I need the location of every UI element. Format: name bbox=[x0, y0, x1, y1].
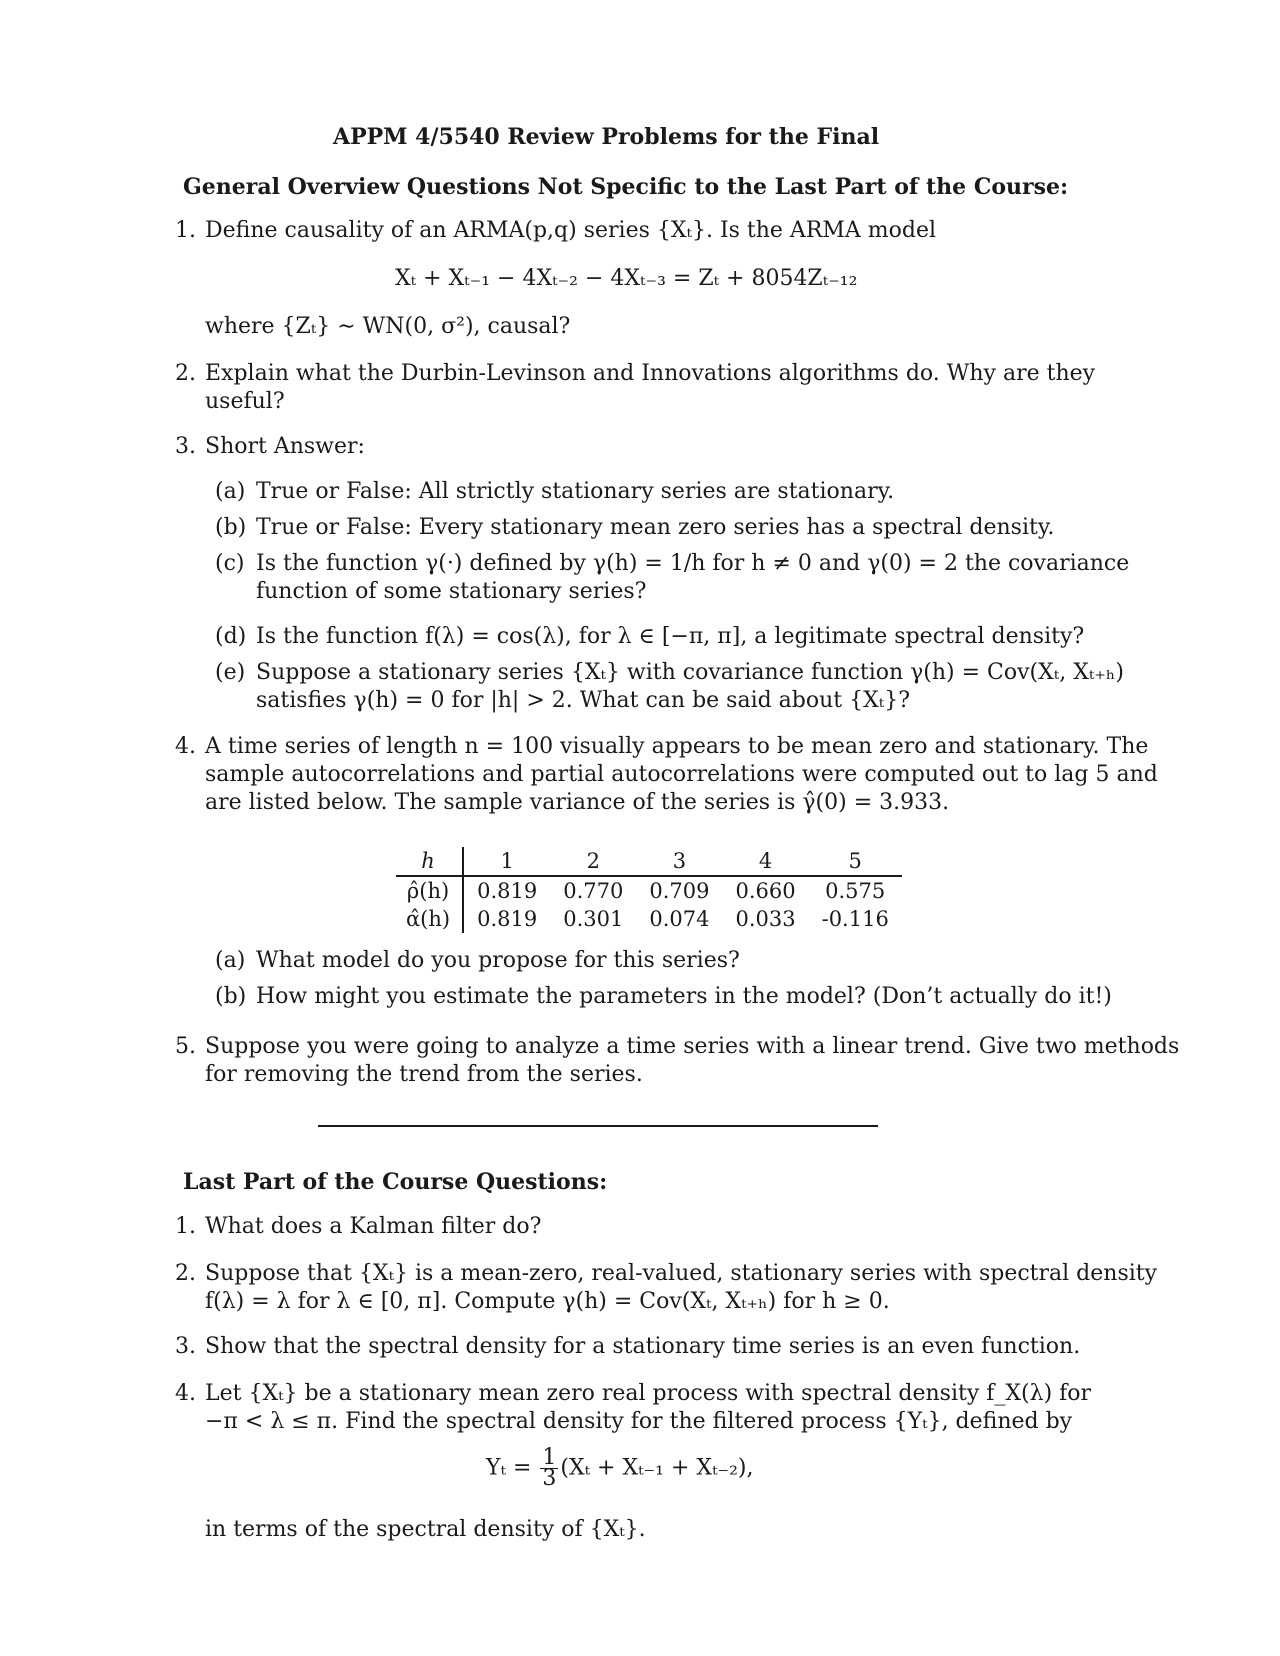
part-label: (b) bbox=[215, 515, 247, 540]
question-number: 1. bbox=[175, 1214, 196, 1239]
question-text: Define causality of an ARMA(p,q) series {Xₜ}. Is the ARMA model bbox=[205, 218, 937, 243]
table-cell: 0.770 bbox=[563, 879, 624, 903]
question-text: Suppose you were going to analyze a time series with a linear trend. Give two methods bbox=[205, 1034, 1180, 1059]
question-text: What does a Kalman filter do? bbox=[205, 1214, 542, 1239]
part-text: Is the function γ(·) defined by γ(h) = 1/h for h ≠ 0 and γ(0) = 2 the covariance bbox=[256, 551, 1130, 576]
table-cell: 0.074 bbox=[649, 907, 710, 931]
part-text: Suppose a stationary series {Xₜ} with covariance function γ(h) = Cov(Xₜ, Xₜ₊ₕ) bbox=[256, 660, 1125, 685]
table-cell: 0.301 bbox=[563, 907, 624, 931]
question-text: sample autocorrelations and partial autocorrelations were computed out to lag 5 and bbox=[205, 762, 1158, 787]
question-text: are listed below. The sample variance of the series is γ̂(0) = 3.933. bbox=[205, 790, 950, 815]
part-text: What model do you propose for this series? bbox=[256, 948, 740, 973]
fraction-denominator: 3 bbox=[542, 1466, 557, 1491]
table-header-row bbox=[396, 847, 902, 876]
part-label: (a) bbox=[215, 948, 246, 973]
table-cell: 4 bbox=[722, 847, 808, 876]
question-number: 4. bbox=[175, 1381, 196, 1406]
document-title: APPM 4/5540 Review Problems for the Final bbox=[333, 124, 880, 150]
part-text: True or False: All strictly stationary series are stationary. bbox=[256, 479, 895, 504]
question-text: Suppose that {Xₜ} is a mean-zero, real-valued, stationary series with spectral density bbox=[205, 1261, 1158, 1286]
table-cell: 0.575 bbox=[825, 879, 886, 903]
table-cell: 0.819 bbox=[477, 879, 538, 903]
table-cell: 0.709 bbox=[649, 879, 710, 903]
fraction-one-third bbox=[540, 1445, 558, 1491]
table-cell: 3 bbox=[636, 847, 722, 876]
part-text: satisfies γ(h) = 0 for |h| > 2. What can be said about {Xₜ}? bbox=[256, 688, 911, 713]
equation-filter bbox=[486, 1445, 754, 1491]
part-text: Is the function f(λ) = cos(λ), for λ ∈ [−π, π], a legitimate spectral density? bbox=[256, 624, 1085, 649]
question-text: for removing the trend from the series. bbox=[205, 1062, 643, 1087]
fraction-numerator: 1 bbox=[542, 1445, 557, 1470]
equation-arma: Xₜ + Xₜ₋₁ − 4Xₜ₋₂ − 4Xₜ₋₃ = Zₜ + 8054Zₜ₋₁₂ bbox=[395, 266, 858, 291]
section-heading-general: General Overview Questions Not Specific to the Last Part of the Course: bbox=[183, 174, 1069, 200]
part-label: (c) bbox=[215, 551, 245, 576]
part-text: True or False: Every stationary mean zero series has a spectral density. bbox=[256, 515, 1055, 540]
table-cell: 0.819 bbox=[477, 907, 538, 931]
part-label: (a) bbox=[215, 479, 246, 504]
question-text: Short Answer: bbox=[205, 434, 365, 459]
part-label: (e) bbox=[215, 660, 246, 685]
equation-rhs: (Xₜ + Xₜ₋₁ + Xₜ₋₂), bbox=[560, 1455, 754, 1481]
question-number: 3. bbox=[175, 434, 196, 459]
question-number: 2. bbox=[175, 1261, 196, 1286]
table-cell: 1 bbox=[463, 847, 550, 876]
table-cell: α̂(h) bbox=[396, 905, 463, 933]
table-row bbox=[396, 876, 902, 905]
question-text: f(λ) = λ for λ ∈ [0, π]. Compute γ(h) = Cov(Xₜ, Xₜ₊ₕ) for h ≥ 0. bbox=[205, 1289, 890, 1314]
table-cell: 2 bbox=[550, 847, 636, 876]
part-label: (b) bbox=[215, 984, 247, 1009]
question-text: useful? bbox=[205, 389, 285, 414]
autocorrelation-table bbox=[396, 847, 902, 933]
question-text: A time series of length n = 100 visually appears to be mean zero and stationary. The bbox=[205, 734, 1149, 759]
section-heading-last-part: Last Part of the Course Questions: bbox=[183, 1169, 608, 1195]
table-row bbox=[396, 905, 902, 933]
question-number: 1. bbox=[175, 218, 196, 243]
part-text: function of some stationary series? bbox=[256, 579, 647, 604]
part-text: How might you estimate the parameters in the model? (Don’t actually do it!) bbox=[256, 984, 1112, 1009]
question-number: 4. bbox=[175, 734, 196, 759]
question-number: 2. bbox=[175, 361, 196, 386]
question-text: in terms of the spectral density of {Xₜ}. bbox=[205, 1517, 646, 1542]
table-cell: h bbox=[396, 847, 463, 876]
equation-lhs: Yₜ = bbox=[486, 1455, 532, 1481]
question-text: Explain what the Durbin-Levinson and Innovations algorithms do. Why are they bbox=[205, 361, 1096, 386]
table-cell: 0.660 bbox=[735, 879, 796, 903]
question-number: 3. bbox=[175, 1334, 196, 1359]
table-cell: 0.033 bbox=[735, 907, 796, 931]
section-divider bbox=[318, 1125, 878, 1127]
question-text: Let {Xₜ} be a stationary mean zero real process with spectral density f_X(λ) for bbox=[205, 1381, 1092, 1406]
question-text: −π < λ ≤ π. Find the spectral density for the filtered process {Yₜ}, defined by bbox=[205, 1409, 1073, 1434]
part-label: (d) bbox=[215, 624, 247, 649]
question-number: 5. bbox=[175, 1034, 196, 1059]
table-cell: 5 bbox=[809, 847, 902, 876]
table-cell: ρ̂(h) bbox=[396, 876, 463, 905]
question-text: Show that the spectral density for a stationary time series is an even function. bbox=[205, 1334, 1081, 1359]
table-cell: -0.116 bbox=[821, 907, 889, 931]
question-text: where {Zₜ} ∼ WN(0, σ²), causal? bbox=[205, 314, 571, 339]
